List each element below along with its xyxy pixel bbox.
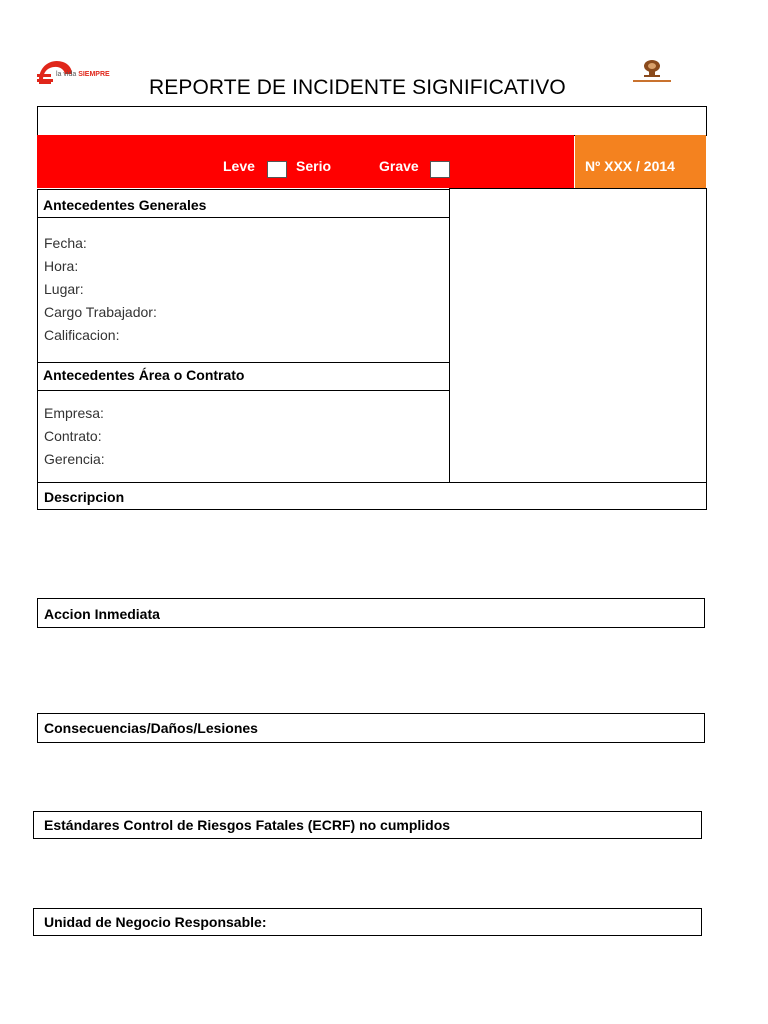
- report-number: Nº XXX / 2014: [585, 158, 675, 174]
- descripcion-header: [37, 482, 707, 510]
- field-fecha: Fecha:: [44, 235, 87, 251]
- severity-serio-label: Serio: [296, 158, 332, 174]
- field-cargo-trabajador: Cargo Trabajador:: [44, 304, 157, 320]
- antecedentes-area-title: Antecedentes Área o Contrato: [43, 367, 245, 383]
- photo-area: [449, 188, 707, 484]
- field-calificacion: Calificacion:: [44, 327, 120, 343]
- field-empresa: Empresa:: [44, 405, 104, 421]
- antecedentes-generales-title: Antecedentes Generales: [43, 197, 207, 213]
- severity-leve-label: Leve: [223, 158, 255, 174]
- top-blank-field[interactable]: [37, 106, 707, 136]
- company-logo: [37, 56, 121, 86]
- page-title: REPORTE DE INCIDENTE SIGNIFICATIVO: [149, 76, 566, 99]
- unidad-title: Unidad de Negocio Responsable:: [44, 914, 267, 930]
- consecuencias-title: Consecuencias/Daños/Lesiones: [44, 720, 258, 736]
- accion-title: Accion Inmediata: [44, 606, 160, 622]
- estandares-title: Estándares Control de Riesgos Fatales (ECRF) no cumplidos: [44, 817, 451, 833]
- codelco-logo-icon: [630, 58, 674, 86]
- field-hora: Hora:: [44, 258, 79, 274]
- left-border: [37, 216, 38, 482]
- descripcion-title: Descripcion: [44, 489, 125, 505]
- logo-tagline: la vida SIEMPRE: [56, 71, 110, 78]
- field-contrato: Contrato:: [44, 428, 102, 444]
- severity-grave-checkbox[interactable]: [430, 161, 450, 178]
- severity-leve-checkbox[interactable]: [267, 161, 287, 178]
- severity-grave-label: Grave: [379, 158, 419, 174]
- field-lugar: Lugar:: [44, 281, 84, 297]
- field-gerencia: Gerencia:: [44, 451, 105, 467]
